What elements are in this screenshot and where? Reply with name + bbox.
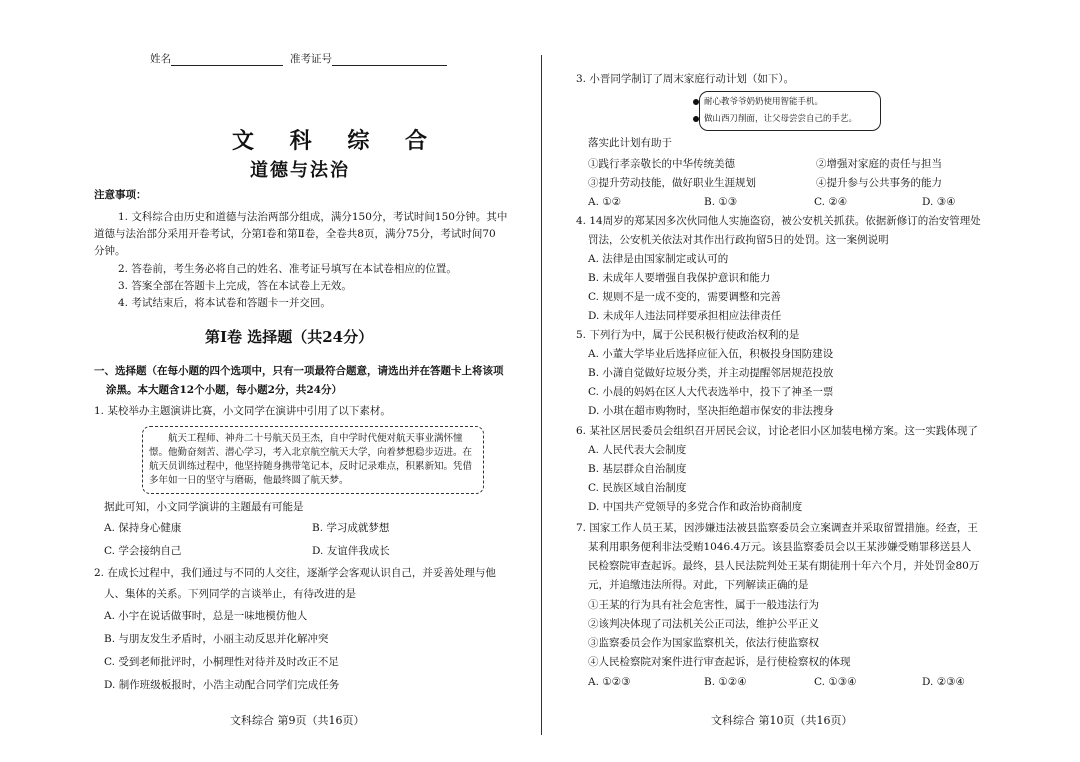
section-1-instruction-line-1: 一、选择题（在每小题的四个选项中，只有一项最符合题意，请选出并在答题卡上将该项 [94, 365, 504, 377]
q4-option-a: A. 法律是由国家制定或认可的 [588, 253, 729, 265]
page-divider [541, 55, 542, 735]
q1-material-line-1: 航天工程师、神舟二十号航天员王杰，自中学时代便对航天事业满怀憧 [168, 433, 463, 444]
q2-option-d: D. 制作班级板报时，小浩主动配合同学们完成任务 [104, 679, 340, 691]
q5-option-a: A. 小董大学毕业后选择应征入伍，积极投身国防建设 [588, 348, 834, 360]
bullet-icon [693, 99, 699, 105]
q3-option-d: D. ③④ [922, 196, 956, 208]
q6-option-d: D. 中国共产党领导的多党合作和政治协商制度 [588, 501, 803, 513]
q3-plan-text-1: 耐心教爷爷奶奶使用智能手机。 [704, 97, 824, 107]
notice-item-1-line-2: 道德与法治部分采用开卷考试，分第Ⅰ卷和第Ⅱ卷，全卷共8页，满分75分，考试时间70 [94, 228, 496, 240]
q5-option-d: D. 小琪在超市购物时，坚决拒绝超市保安的非法搜身 [588, 405, 834, 417]
q6-option-a: A. 人民代表大会制度 [588, 444, 687, 456]
name-field [150, 52, 283, 66]
notice-item-4: 4. 考试结束后，将本试卷和答题卡一并交回。 [118, 297, 331, 309]
q4-option-d: D. 未成年人违法同样要承担相应法律责任 [588, 310, 782, 322]
q1-option-c: C. 学会接纳自己 [104, 545, 182, 557]
q3-follow: 落实此计划有助于 [588, 137, 672, 149]
q1-option-d: D. 友谊伴我成长 [312, 545, 390, 557]
q5-option-c: C. 小晨的妈妈在区人大代表选举中，投下了神圣一票 [588, 386, 834, 398]
q2-stem-line-2: 人、集体的关系。下列同学的言谈举止，有待改进的是 [104, 588, 356, 600]
q7-option-d: D. ②③④ [922, 676, 965, 688]
footer-right: 文科综合 第10页（共16页） [711, 714, 853, 727]
q5-option-b: B. 小潇自觉做好垃圾分类，并主动提醒邻居规范投放 [588, 367, 834, 379]
q6-stem: 6. 某社区居民委员会组织召开居民会议，讨论老旧小区加装电梯方案。这一实践体现了 [576, 425, 978, 437]
q4-stem-line-2: 罚法，公安机关依法对其作出行政拘留5日的处罚。这一案例说明 [588, 234, 889, 246]
q4-option-c: C. 规则不是一成不变的，需要调整和完善 [588, 291, 781, 303]
notice-item-3: 3. 答案全部在答题卡上完成，答在本试卷上无效。 [118, 280, 352, 292]
q1-option-a: A. 保持身心健康 [104, 522, 182, 534]
notice-heading: 注意事项： [94, 189, 147, 201]
section-1-instruction-line-2: 涂黑。本大题含12个小题，每小题2分，共24分） [106, 384, 343, 396]
q4-option-b: B. 未成年人要增强自我保护意识和能力 [588, 272, 771, 284]
main-title: 文 科 综 合 [232, 128, 441, 154]
exam-number-field [290, 52, 447, 66]
q2-option-a: A. 小宇在说话做事时，总是一味地模仿他人 [104, 610, 308, 622]
q1-option-b: B. 学习成就梦想 [312, 522, 390, 534]
exam-number-blank [332, 53, 447, 66]
right-page [546, 0, 1080, 762]
q3-statement-3: ③提升劳动技能，做好职业生涯规划 [588, 177, 756, 189]
q2-stem-line-1: 2. 在成长过程中，我们通过与不同的人交往，逐渐学会客观认识自己，并妥善处理与他 [94, 567, 496, 579]
q7-statement-3: ③监察委员会作为国家监察机关，依法行使监察权 [588, 637, 819, 649]
q2-option-c: C. 受到老师批评时，小桐理性对待并及时改正不足 [104, 656, 339, 668]
q3-plan-item-1 [693, 96, 823, 108]
q5-stem: 5. 下列行为中，属于公民积极行使政治权利的是 [576, 329, 800, 341]
q6-option-b: B. 基层群众自治制度 [588, 463, 687, 475]
q3-option-c: C. ②④ [814, 196, 848, 208]
q3-stem: 3. 小晋同学制订了周末家庭行动计划（如下）。 [576, 73, 795, 85]
q3-plan-text-2: 做山西刀削面，让父母尝尝自己的手艺。 [704, 114, 858, 124]
subject-title: 道德与法治 [250, 160, 350, 181]
q3-statement-4: ④提升参与公共事务的能力 [816, 177, 942, 189]
q1-follow: 据此可知，小文同学演讲的主题最有可能是 [104, 501, 304, 513]
exam-number-label: 准考证号 [290, 53, 332, 65]
name-blank [171, 53, 283, 66]
q2-option-b: B. 与朋友发生矛盾时，小丽主动反思并化解冲突 [104, 633, 329, 645]
q7-stem-line-3: 民检察院审查起诉。最终，县人民法院判处王某有期徒刑十年六个月，并处罚金80万 [588, 560, 980, 572]
q3-plan-item-2 [693, 113, 857, 125]
q7-option-a: A. ①②③ [588, 676, 631, 688]
q1-stem: 1. 某校举办主题演讲比赛，小文同学在演讲中引用了以下素材。 [94, 405, 391, 417]
q6-option-c: C. 民族区域自治制度 [588, 482, 687, 494]
q3-statement-1: ①践行孝亲敬长的中华传统美德 [588, 158, 735, 170]
q3-option-a: A. ①② [588, 196, 622, 208]
q7-statement-4: ④人民检察院对案件进行审查起诉，是行使检察权的体现 [588, 656, 851, 668]
notice-item-2: 2. 答卷前，考生务必将自己的姓名、准考证号填写在本试卷相应的位置。 [118, 263, 457, 275]
q1-material-line-3: 航天员训练过程中，他坚持随身携带笔记本，反时记录难点，积累新知。凭借 [149, 461, 473, 472]
q3-option-b: B. ①③ [704, 196, 738, 208]
q7-stem-line-1: 7. 国家工作人员王某，因涉嫌违法被县监察委员会立案调查并采取留置措施。经查，王 [576, 522, 978, 534]
notice-item-1-line-1: 1. 文科综合由历史和道德与法治两部分组成，满分150分，考试时间150分钟。其中 [118, 211, 508, 223]
q7-statement-1: ①王某的行为具有社会危害性，属于一般违法行为 [588, 599, 819, 611]
bullet-icon [693, 116, 699, 122]
name-label: 姓名 [150, 53, 171, 65]
section-1-title: 第Ⅰ卷 选择题（共24分） [205, 328, 374, 346]
q7-stem-line-2: 某利用职务便利非法受贿1046.4万元。该县监察委员会以王某涉嫌受贿罪移送县人 [588, 541, 972, 553]
footer-left: 文科综合 第9页（共16页） [230, 714, 365, 727]
q7-option-c: C. ①③④ [814, 676, 857, 688]
notice-item-1-line-3: 分钟。 [94, 245, 126, 257]
q3-statement-2: ②增强对家庭的责任与担当 [816, 158, 942, 170]
q1-material-line-2: 憬。他勤奋刻苦、潜心学习，考入北京航空航天大学，向着梦想稳步迈进。在 [149, 447, 473, 458]
q4-stem-line-1: 4. 14周岁的郑某因多次伙同他人实施盗窃，被公安机关抓获。依据新修订的治安管理处 [576, 215, 981, 227]
q1-material-line-4: 多年如一日的坚守与磨砺，他最终圆了航天梦。 [149, 475, 349, 486]
q7-stem-line-4: 元，并追缴违法所得。对此，下列解读正确的是 [588, 579, 809, 591]
q7-statement-2: ②该判决体现了司法机关公正司法，维护公平正义 [588, 618, 819, 630]
q7-option-b: B. ①②④ [704, 676, 747, 688]
